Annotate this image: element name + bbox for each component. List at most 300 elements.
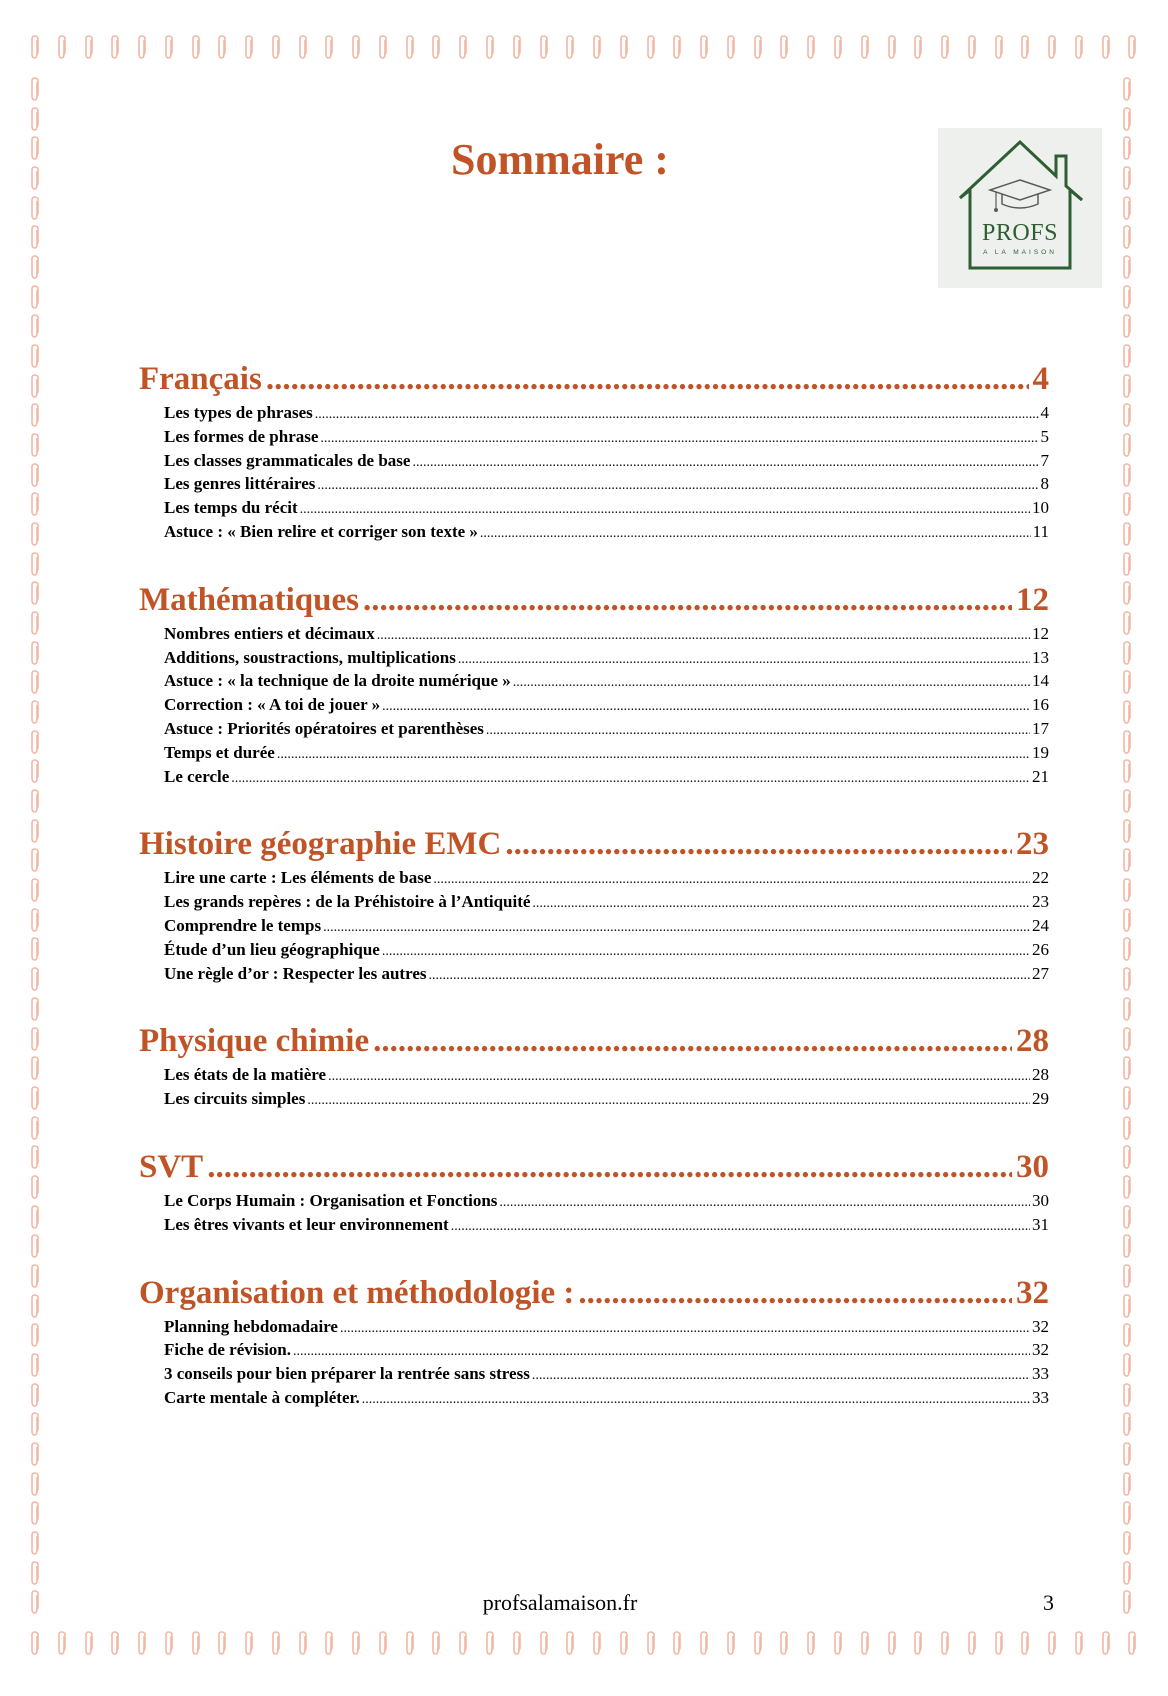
section-heading[interactable] bbox=[139, 825, 1049, 863]
paperclip-icon bbox=[485, 1630, 495, 1656]
toc-entry[interactable] bbox=[164, 962, 1049, 986]
paperclip-icon bbox=[994, 34, 1004, 60]
paperclip-icon bbox=[30, 1263, 40, 1289]
paperclip-icon bbox=[1122, 996, 1132, 1022]
paperclip-icon bbox=[30, 758, 40, 784]
paperclip-icon bbox=[164, 34, 174, 60]
paperclip-icon bbox=[887, 34, 897, 60]
toc-entry[interactable] bbox=[164, 741, 1049, 765]
toc-entry[interactable] bbox=[164, 890, 1049, 914]
paperclip-icon bbox=[1122, 1500, 1132, 1526]
entry-page-number: 22 bbox=[1032, 868, 1049, 888]
paperclip-icon bbox=[30, 195, 40, 221]
paperclip-icon bbox=[1122, 402, 1132, 428]
toc-section bbox=[139, 1022, 1049, 1111]
paperclip-icon bbox=[806, 1630, 816, 1656]
paperclip-icon bbox=[30, 847, 40, 873]
toc-entry[interactable] bbox=[164, 1213, 1049, 1237]
paperclip-icon bbox=[431, 1630, 441, 1656]
paperclip-icon bbox=[1047, 1630, 1057, 1656]
section-page-number: 30 bbox=[1016, 1148, 1049, 1185]
toc-entry[interactable] bbox=[164, 646, 1049, 670]
paperclip-icon bbox=[30, 1144, 40, 1170]
entry-label: Les genres littéraires bbox=[164, 474, 316, 494]
logo-subtitle: A LA MAISON bbox=[983, 249, 1057, 256]
toc-entry[interactable] bbox=[164, 669, 1049, 693]
entry-label: Astuce : « la technique de la droite numérique » bbox=[164, 671, 511, 691]
entry-page-number: 29 bbox=[1032, 1089, 1049, 1109]
leader-dots bbox=[317, 474, 1038, 498]
paperclip-icon bbox=[30, 1500, 40, 1526]
paperclip-icon bbox=[565, 34, 575, 60]
paperclip-icon bbox=[57, 1630, 67, 1656]
paperclip-icon bbox=[30, 580, 40, 606]
paperclip-icon bbox=[378, 34, 388, 60]
paperclip-icon bbox=[1074, 1630, 1084, 1656]
paperclip-icon bbox=[940, 34, 950, 60]
page-title: Sommaire : bbox=[451, 135, 669, 184]
entry-page-number: 26 bbox=[1032, 939, 1049, 959]
paperclip-icon bbox=[940, 1630, 950, 1656]
section-title: Mathématiques bbox=[139, 581, 359, 618]
toc-section bbox=[139, 825, 1049, 985]
leader-dots bbox=[532, 1364, 1030, 1388]
paperclip-icon bbox=[324, 1630, 334, 1656]
entry-page-number: 31 bbox=[1032, 1214, 1049, 1234]
paperclip-icon bbox=[458, 1630, 468, 1656]
paperclip-icon bbox=[1122, 699, 1132, 725]
section-title: Histoire géographie EMC bbox=[139, 826, 502, 863]
paperclip-icon bbox=[1101, 1630, 1111, 1656]
paperclip-icon bbox=[244, 1630, 254, 1656]
leader-dots bbox=[307, 1089, 1030, 1113]
paperclip-icon bbox=[512, 34, 522, 60]
section-heading[interactable] bbox=[139, 581, 1049, 619]
paperclip-icon bbox=[110, 34, 120, 60]
paperclip-icon bbox=[1101, 34, 1111, 60]
paperclip-icon bbox=[1122, 1411, 1132, 1437]
paperclip-icon bbox=[1122, 521, 1132, 547]
paperclip-icon bbox=[1122, 818, 1132, 844]
paperclip-icon bbox=[298, 34, 308, 60]
entry-label: Les types de phrases bbox=[164, 403, 313, 422]
paperclip-icon bbox=[672, 34, 682, 60]
section-page-number: 23 bbox=[1016, 826, 1049, 863]
entry-label: Correction : « A toi de jouer » bbox=[164, 695, 381, 715]
toc-entry[interactable] bbox=[164, 1338, 1049, 1362]
paperclip-icon bbox=[1122, 758, 1132, 784]
section-heading[interactable] bbox=[139, 360, 1049, 398]
paperclip-icon bbox=[806, 34, 816, 60]
section-entries bbox=[139, 1063, 1049, 1111]
paperclip-icon bbox=[860, 34, 870, 60]
profs-logo bbox=[938, 128, 1102, 288]
paperclip-icon bbox=[887, 1630, 897, 1656]
toc-entry[interactable] bbox=[164, 472, 1049, 496]
paperclip-icon bbox=[726, 1630, 736, 1656]
entry-label: Les formes de phrase bbox=[164, 426, 319, 446]
paperclip-icon bbox=[1127, 34, 1137, 60]
entry-label: Les classes grammaticales de base bbox=[164, 450, 411, 470]
paperclip-icon bbox=[1122, 936, 1132, 962]
toc-entry[interactable] bbox=[164, 765, 1049, 789]
paperclip-icon bbox=[485, 34, 495, 60]
paperclip-icon bbox=[30, 1085, 40, 1111]
toc-entry[interactable] bbox=[164, 693, 1049, 717]
entry-page-number: 23 bbox=[1032, 892, 1049, 912]
paperclip-icon bbox=[30, 610, 40, 636]
paperclip-icon bbox=[30, 818, 40, 844]
paperclip-border-top bbox=[30, 34, 1138, 64]
leader-dots bbox=[377, 624, 1030, 648]
section-entries bbox=[139, 401, 1049, 544]
paperclip-icon bbox=[30, 462, 40, 488]
section-title: Physique chimie bbox=[139, 1023, 370, 1060]
entry-page-number: 10 bbox=[1032, 498, 1049, 518]
paperclip-icon bbox=[30, 1233, 40, 1259]
paperclip-border-right bbox=[1122, 76, 1138, 1616]
paperclip-icon bbox=[30, 551, 40, 577]
paperclip-icon bbox=[30, 1204, 40, 1230]
paperclip-icon bbox=[137, 34, 147, 60]
paperclip-icon bbox=[30, 34, 40, 60]
paperclip-icon bbox=[30, 1560, 40, 1586]
paperclip-icon bbox=[30, 76, 40, 102]
entry-page-number: 24 bbox=[1032, 915, 1049, 935]
toc-entry[interactable] bbox=[164, 938, 1049, 962]
paperclip-icon bbox=[30, 165, 40, 191]
entry-page-number: 14 bbox=[1032, 671, 1049, 691]
section-entries bbox=[139, 866, 1049, 985]
paperclip-icon bbox=[30, 284, 40, 310]
paperclip-icon bbox=[30, 521, 40, 547]
paperclip-icon bbox=[913, 1630, 923, 1656]
entry-page-number: 27 bbox=[1032, 963, 1049, 983]
paperclip-icon bbox=[913, 34, 923, 60]
toc-entry[interactable] bbox=[164, 1063, 1049, 1087]
paperclip-icon bbox=[57, 34, 67, 60]
entry-label: Planning hebdomadaire bbox=[164, 1316, 338, 1336]
section-page-number: 28 bbox=[1016, 1023, 1049, 1060]
toc-entry[interactable] bbox=[164, 914, 1049, 938]
paperclip-icon bbox=[30, 729, 40, 755]
paperclip-icon bbox=[30, 1352, 40, 1378]
paperclip-icon bbox=[458, 34, 468, 60]
paperclip-icon bbox=[244, 34, 254, 60]
toc-section bbox=[139, 1148, 1049, 1237]
paperclip-icon bbox=[405, 1630, 415, 1656]
paperclip-icon bbox=[512, 1630, 522, 1656]
entry-page-number: 32 bbox=[1032, 1316, 1049, 1336]
paperclip-icon bbox=[30, 1530, 40, 1556]
paperclip-icon bbox=[1122, 877, 1132, 903]
paperclip-icon bbox=[30, 1382, 40, 1408]
paperclip-icon bbox=[351, 1630, 361, 1656]
paperclip-icon bbox=[994, 1630, 1004, 1656]
paperclip-icon bbox=[1122, 640, 1132, 666]
leader-dots bbox=[382, 940, 1030, 964]
paperclip-icon bbox=[30, 1630, 40, 1656]
paperclip-icon bbox=[539, 34, 549, 60]
paperclip-icon bbox=[967, 1630, 977, 1656]
paperclip-icon bbox=[619, 1630, 629, 1656]
paperclip-icon bbox=[1122, 847, 1132, 873]
paperclip-icon bbox=[592, 1630, 602, 1656]
section-title: Organisation et méthodologie : bbox=[139, 1274, 575, 1311]
paperclip-icon bbox=[1122, 1560, 1132, 1586]
paperclip-icon bbox=[1122, 551, 1132, 577]
entry-label: Astuce : « Bien relire et corriger son texte » bbox=[164, 521, 478, 541]
section-title: SVT bbox=[139, 1148, 204, 1185]
paperclip-icon bbox=[30, 788, 40, 814]
paperclip-icon bbox=[833, 1630, 843, 1656]
paperclip-icon bbox=[30, 1174, 40, 1200]
toc-entry[interactable] bbox=[164, 1386, 1049, 1410]
paperclip-icon bbox=[30, 343, 40, 369]
entry-page-number: 19 bbox=[1032, 742, 1049, 762]
paperclip-icon bbox=[1122, 432, 1132, 458]
entry-label: Étude d’un lieu géographique bbox=[164, 939, 380, 959]
paperclip-icon bbox=[217, 1630, 227, 1656]
leader-dots bbox=[340, 1317, 1030, 1341]
paperclip-icon bbox=[539, 1630, 549, 1656]
paperclip-icon bbox=[1122, 1055, 1132, 1081]
toc-entry[interactable] bbox=[164, 717, 1049, 741]
paperclip-icon bbox=[1122, 1589, 1132, 1615]
paperclip-icon bbox=[30, 106, 40, 132]
toc-section bbox=[139, 360, 1049, 544]
paperclip-icon bbox=[30, 313, 40, 339]
entry-page-number: 12 bbox=[1032, 623, 1049, 643]
leader-dots bbox=[505, 825, 1012, 863]
paperclip-icon bbox=[30, 877, 40, 903]
paperclip-icon bbox=[84, 34, 94, 60]
section-page-number: 12 bbox=[1016, 581, 1049, 618]
entry-page-number: 30 bbox=[1032, 1190, 1049, 1210]
toc-entry[interactable] bbox=[164, 520, 1049, 544]
leader-dots bbox=[320, 427, 1038, 451]
paperclip-icon bbox=[30, 1293, 40, 1319]
entry-page-number: 8 bbox=[1040, 474, 1049, 494]
leader-dots bbox=[513, 671, 1030, 695]
paperclip-icon bbox=[30, 966, 40, 992]
paperclip-icon bbox=[1122, 788, 1132, 814]
toc-entry[interactable] bbox=[164, 1189, 1049, 1213]
entry-label: Une règle d’or : Respecter les autres bbox=[164, 963, 427, 983]
paperclip-icon bbox=[779, 1630, 789, 1656]
entry-page-number: 13 bbox=[1032, 647, 1049, 667]
paperclip-icon bbox=[1122, 1471, 1132, 1497]
paperclip-icon bbox=[1122, 1352, 1132, 1378]
toc-entry[interactable] bbox=[164, 496, 1049, 520]
leader-dots bbox=[277, 743, 1030, 767]
paperclip-icon bbox=[30, 1441, 40, 1467]
leader-dots bbox=[266, 360, 1029, 398]
section-heading[interactable] bbox=[139, 1022, 1049, 1060]
toc-entry[interactable] bbox=[164, 622, 1049, 646]
paperclip-icon bbox=[30, 1322, 40, 1348]
paperclip-icon bbox=[30, 135, 40, 161]
paperclip-border-left bbox=[30, 76, 46, 1616]
section-page-number: 32 bbox=[1016, 1274, 1049, 1311]
paperclip-icon bbox=[1020, 1630, 1030, 1656]
paperclip-icon bbox=[1122, 580, 1132, 606]
paperclip-icon bbox=[1122, 1144, 1132, 1170]
leader-dots bbox=[231, 767, 1030, 791]
leader-dots bbox=[362, 1388, 1030, 1412]
entry-label: Les états de la matière bbox=[164, 1065, 327, 1085]
paperclip-icon bbox=[191, 1630, 201, 1656]
paperclip-icon bbox=[1122, 1115, 1132, 1141]
entry-label: Le Corps Humain : Organisation et Fonctions bbox=[164, 1190, 498, 1210]
toc-entry[interactable] bbox=[164, 866, 1049, 890]
paperclip-icon bbox=[619, 34, 629, 60]
paperclip-icon bbox=[860, 1630, 870, 1656]
entry-label: 3 conseils pour bien préparer la rentrée sans stress bbox=[164, 1364, 530, 1384]
paperclip-icon bbox=[1122, 1382, 1132, 1408]
entry-page-number: 5 bbox=[1040, 426, 1049, 446]
paperclip-icon bbox=[30, 907, 40, 933]
paperclip-icon bbox=[726, 34, 736, 60]
paperclip-icon bbox=[1122, 1530, 1132, 1556]
toc-entry[interactable] bbox=[164, 425, 1049, 449]
paperclip-icon bbox=[1122, 1233, 1132, 1259]
paperclip-icon bbox=[1122, 1322, 1132, 1348]
paperclip-icon bbox=[1122, 254, 1132, 280]
entry-page-number: 32 bbox=[1032, 1340, 1049, 1360]
paperclip-icon bbox=[1127, 1630, 1137, 1656]
paperclip-icon bbox=[1122, 610, 1132, 636]
paperclip-icon bbox=[30, 1055, 40, 1081]
paperclip-icon bbox=[351, 34, 361, 60]
toc-section bbox=[139, 1274, 1049, 1410]
toc-section bbox=[139, 581, 1049, 789]
paperclip-icon bbox=[779, 34, 789, 60]
table-of-contents bbox=[139, 360, 1049, 1447]
paperclip-icon bbox=[1122, 284, 1132, 310]
paperclip-icon bbox=[1122, 76, 1132, 102]
paperclip-icon bbox=[1122, 1293, 1132, 1319]
paperclip-icon bbox=[1122, 1204, 1132, 1230]
entry-label: Lire une carte : Les éléments de base bbox=[164, 868, 432, 888]
paperclip-icon bbox=[30, 699, 40, 725]
entry-label: Les circuits simples bbox=[164, 1089, 306, 1109]
paperclip-icon bbox=[672, 1630, 682, 1656]
entry-page-number: 7 bbox=[1040, 450, 1049, 470]
paperclip-icon bbox=[30, 254, 40, 280]
leader-dots bbox=[433, 868, 1030, 892]
entry-label: Fiche de révision. bbox=[164, 1340, 292, 1360]
leader-dots bbox=[323, 916, 1030, 940]
toc-entry[interactable] bbox=[164, 1362, 1049, 1386]
paperclip-icon bbox=[30, 1411, 40, 1437]
section-entries bbox=[139, 1189, 1049, 1237]
paperclip-icon bbox=[1122, 224, 1132, 250]
paperclip-icon bbox=[1122, 343, 1132, 369]
paperclip-icon bbox=[30, 996, 40, 1022]
paperclip-icon bbox=[699, 1630, 709, 1656]
paperclip-icon bbox=[30, 432, 40, 458]
paperclip-icon bbox=[30, 373, 40, 399]
paperclip-icon bbox=[30, 402, 40, 428]
section-entries bbox=[139, 622, 1049, 789]
toc-entry[interactable] bbox=[164, 449, 1049, 473]
entry-page-number: 21 bbox=[1032, 766, 1049, 786]
toc-entry[interactable] bbox=[164, 1315, 1049, 1339]
paperclip-icon bbox=[1122, 462, 1132, 488]
paperclip-icon bbox=[30, 491, 40, 517]
paperclip-icon bbox=[110, 1630, 120, 1656]
paperclip-icon bbox=[1122, 313, 1132, 339]
entry-label: Les temps du récit bbox=[164, 498, 298, 518]
section-heading[interactable] bbox=[139, 1274, 1049, 1312]
paperclip-icon bbox=[30, 1471, 40, 1497]
entry-label: Temps et durée bbox=[164, 742, 275, 762]
paperclip-icon bbox=[405, 34, 415, 60]
paperclip-icon bbox=[271, 1630, 281, 1656]
paperclip-icon bbox=[699, 34, 709, 60]
leader-dots bbox=[328, 1065, 1030, 1089]
leader-dots bbox=[363, 581, 1012, 619]
paperclip-icon bbox=[1074, 34, 1084, 60]
entry-page-number: 16 bbox=[1032, 695, 1049, 715]
entry-label: Les êtres vivants et leur environnement bbox=[164, 1214, 449, 1234]
paperclip-icon bbox=[1122, 373, 1132, 399]
entry-label: Les grands repères : de la Préhistoire à l’Antiquité bbox=[164, 892, 531, 912]
paperclip-icon bbox=[1122, 491, 1132, 517]
paperclip-icon bbox=[1122, 135, 1132, 161]
paperclip-icon bbox=[217, 34, 227, 60]
entry-label: Astuce : Priorités opératoires et parenthèses bbox=[164, 718, 484, 738]
paperclip-icon bbox=[30, 1026, 40, 1052]
leader-dots bbox=[293, 1340, 1030, 1364]
paperclip-icon bbox=[30, 640, 40, 666]
entry-label: Le cercle bbox=[164, 766, 230, 786]
toc-entry[interactable] bbox=[164, 1087, 1049, 1111]
paperclip-icon bbox=[1122, 195, 1132, 221]
section-entries bbox=[139, 1315, 1049, 1410]
leader-dots bbox=[315, 403, 1039, 427]
paperclip-icon bbox=[1122, 1085, 1132, 1111]
paperclip-icon bbox=[137, 1630, 147, 1656]
paperclip-icon bbox=[565, 1630, 575, 1656]
paperclip-icon bbox=[1122, 966, 1132, 992]
paperclip-icon bbox=[646, 1630, 656, 1656]
entry-label: Carte mentale à compléter. bbox=[164, 1387, 360, 1407]
leader-dots bbox=[300, 498, 1030, 522]
leader-dots bbox=[428, 964, 1030, 988]
paperclip-icon bbox=[1047, 34, 1057, 60]
entry-page-number: 17 bbox=[1032, 718, 1049, 738]
paperclip-icon bbox=[1122, 907, 1132, 933]
paperclip-icon bbox=[1122, 729, 1132, 755]
paperclip-icon bbox=[1122, 1263, 1132, 1289]
leader-dots bbox=[412, 451, 1038, 475]
entry-page-number: 4 bbox=[1040, 403, 1049, 422]
leader-dots bbox=[382, 695, 1030, 719]
section-heading[interactable] bbox=[139, 1148, 1049, 1186]
entry-label: Additions, soustractions, multiplications bbox=[164, 647, 456, 667]
leader-dots bbox=[458, 648, 1030, 672]
paperclip-icon bbox=[1122, 1441, 1132, 1467]
toc-entry[interactable] bbox=[164, 401, 1049, 425]
section-page-number: 4 bbox=[1032, 361, 1049, 397]
leader-dots bbox=[480, 522, 1031, 546]
paperclip-icon bbox=[1122, 106, 1132, 132]
footer-website: profsalamaison.fr bbox=[482, 1590, 638, 1615]
entry-label: Nombres entiers et décimaux bbox=[164, 623, 375, 643]
entry-page-number: 28 bbox=[1032, 1065, 1049, 1085]
